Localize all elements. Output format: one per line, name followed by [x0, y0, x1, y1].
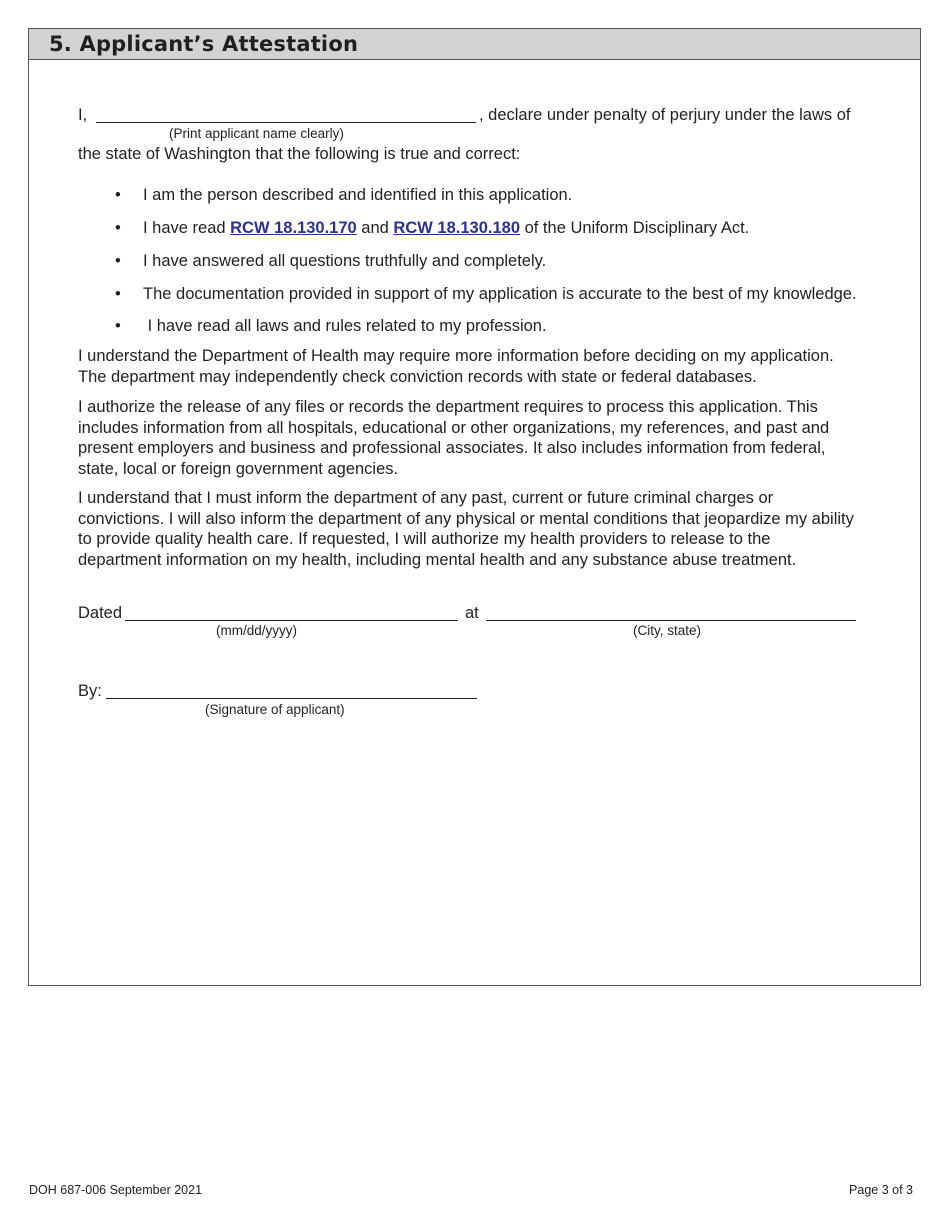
disclosure-paragraph: [78, 488, 898, 570]
paragraph-line: department information on my health, including mental health and any substance abuse treatment.: [78, 550, 797, 569]
bullet-marker: •: [115, 317, 121, 335]
info-paragraph: [78, 346, 898, 387]
location-caption: (City, state): [633, 623, 702, 638]
list-item: I am the person described and identified in this application.: [143, 186, 573, 204]
at-label: at: [465, 604, 479, 622]
paragraph-line: I understand that I must inform the department of any past, current or future criminal charges or: [78, 489, 774, 507]
bullet-marker: •: [115, 252, 121, 270]
list-item-text: and: [356, 219, 394, 237]
dated-label: Dated: [78, 604, 123, 622]
paragraph-line: includes information from all hospitals, educational or other organizations, my references, and past and: [78, 418, 830, 437]
bullet-marker: •: [115, 285, 121, 303]
declaration-suffix: , declare under penalty of perjury under the laws of: [479, 106, 851, 124]
list-item: [143, 219, 749, 238]
declaration-prefix: I,: [78, 106, 88, 124]
declaration-continuation: the state of Washington that the following is true and correct:: [78, 145, 521, 163]
by-label: By:: [78, 682, 102, 700]
signature-field[interactable]: [106, 698, 477, 699]
paragraph-line: to provide quality health care. If requested, I will authorize my health providers to release to the: [78, 530, 771, 548]
paragraph-line: convictions. I will also inform the department of any physical or mental conditions that jeopardize my ability: [78, 509, 854, 528]
rcw-18-130-180-link[interactable]: RCW 18.130.180: [393, 219, 520, 237]
date-field[interactable]: [125, 620, 458, 621]
rcw-18-130-170-link[interactable]: RCW 18.130.170: [230, 219, 357, 237]
name-caption: (Print applicant name clearly): [169, 126, 344, 141]
list-item: I have read all laws and rules related to my profession.: [143, 317, 547, 335]
paragraph-line: present employers and business and professional associates. It also includes information from federal,: [78, 439, 826, 457]
paragraph-line: I understand the Department of Health may require more information before deciding on my application.: [78, 347, 834, 365]
bullet-marker: •: [115, 186, 121, 204]
section-header: [29, 29, 920, 60]
location-field[interactable]: [486, 620, 856, 621]
authorization-paragraph: [78, 397, 898, 479]
attestation-section: [28, 28, 921, 986]
paragraph-line: state, local or foreign government agencies.: [78, 459, 399, 478]
form-id: DOH 687-006 September 2021: [29, 1183, 203, 1197]
list-item-text: of the Uniform Disciplinary Act.: [520, 219, 750, 237]
list-item: I have answered all questions truthfully and completely.: [143, 252, 547, 270]
page-number: Page 3 of 3: [849, 1183, 913, 1197]
paragraph-line: The department may independently check conviction records with state or federal databases.: [78, 367, 757, 386]
signature-caption: (Signature of applicant): [205, 702, 345, 717]
paragraph-line: I authorize the release of any files or records the department requires to process this application. This: [78, 398, 818, 416]
list-item-text: I have read: [143, 219, 231, 237]
date-caption: (mm/dd/yyyy): [216, 623, 297, 638]
bullet-marker: •: [115, 219, 121, 237]
applicant-name-field[interactable]: [96, 122, 476, 123]
section-title: 5. Applicant’s Attestation: [49, 32, 359, 56]
list-item: The documentation provided in support of my application is accurate to the best of my knowledge.: [143, 285, 857, 303]
